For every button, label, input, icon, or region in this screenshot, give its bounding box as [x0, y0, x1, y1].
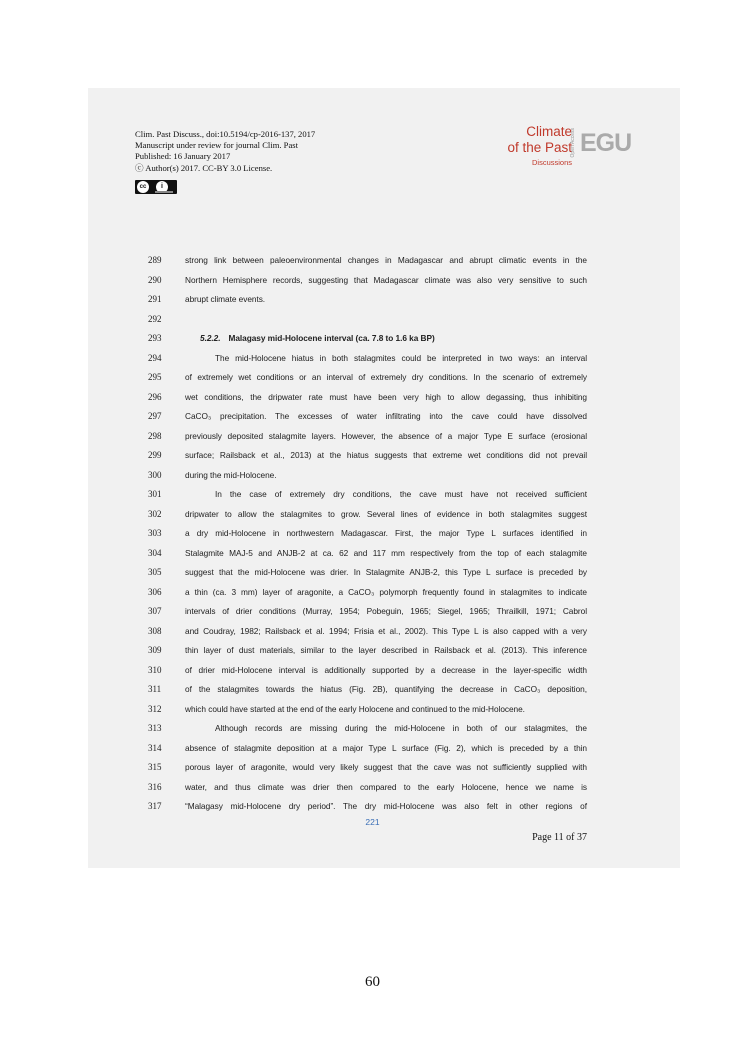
manuscript-line — [0, 759, 745, 779]
line-text: porous layer of aragonite, would very likely suggest that the cave was not sufficiently supplied with — [185, 762, 587, 772]
line-text: Stalagmite MAJ-5 and ANJB-2 at ca. 62 and 117 mm respectively from the top of each stalagmite — [185, 547, 587, 558]
manuscript-line — [0, 291, 745, 311]
line-number: 295 — [148, 372, 162, 382]
line-number: 312 — [148, 703, 162, 714]
line-text: surface; Railsback et al., 2013) at the hiatus suggests that extreme wet conditions did not prevail — [185, 450, 587, 460]
line-number: 315 — [148, 762, 162, 772]
manuscript-line — [0, 798, 745, 818]
line-text: of the stalagmites towards the hiatus (Fig. 2B), quantifying the decrease in CaCO₃ deposition, — [185, 684, 587, 694]
manuscript-line — [0, 252, 745, 272]
line-number: 290 — [148, 274, 162, 285]
line-number: 307 — [148, 606, 162, 616]
manuscript-line — [0, 545, 745, 565]
line-number: 314 — [148, 742, 162, 753]
outer-page-number: 60 — [365, 974, 380, 990]
line-text: strong link between paleoenvironmental changes in Madagascar and abrupt climatic events in the — [185, 255, 587, 265]
line-text: Although records are missing during the mid-Holocene in both of our stalagmites, the — [215, 723, 587, 733]
manuscript-line — [0, 603, 745, 623]
line-number: 304 — [148, 547, 162, 558]
manuscript-line — [0, 623, 745, 643]
line-number: 291 — [148, 294, 162, 304]
line-number: 306 — [148, 586, 162, 597]
manuscript-line — [0, 428, 745, 448]
manuscript-line — [0, 350, 745, 370]
line-number: 296 — [148, 391, 162, 402]
line-number: 309 — [148, 645, 162, 655]
line-text: “Malagasy mid-Holocene dry period”. The dry mid-Holocene was also felt in other regions of — [185, 801, 587, 811]
line-text: In the case of extremely dry conditions, the cave must have not received sufficient — [215, 489, 587, 499]
logo-line-3: Discussions — [531, 158, 572, 167]
published-line: Published: 16 January 2017 — [135, 151, 231, 162]
line-text: and Coudray, 1982; Railsback et al. 1994; Frisia et al., 2002). This Type L is also capped with a very — [185, 625, 587, 636]
line-number: 292 — [148, 313, 162, 324]
cc-by-license-icon: cc i — [135, 180, 177, 194]
line-text: thin layer of dust materials, similar to the layer described in Railsback et al. (2013). This inference — [185, 645, 587, 655]
license-line: ⓒ Author(s) 2017. CC-BY 3.0 License. — [135, 162, 273, 173]
line-text: The mid-Holocene hiatus in both stalagmites could be interpreted in two ways: an interval — [215, 352, 587, 363]
line-number: 301 — [148, 489, 162, 499]
manuscript-line — [0, 740, 745, 760]
line-number: 302 — [148, 508, 162, 519]
manuscript-line — [0, 447, 745, 467]
line-number: 313 — [148, 723, 162, 733]
manuscript-line — [0, 408, 745, 428]
line-text: which could have started at the end of the early Holocene and continued to the mid-Holocene. — [185, 703, 525, 714]
manuscript-line — [0, 525, 745, 545]
line-number: 294 — [148, 352, 162, 363]
line-text: intervals of drier conditions (Murray, 1954; Pobeguin, 1965; Siegel, 1965; Thrailkill, 1971; Cabrol — [185, 606, 587, 616]
line-text: dripwater to allow the stalagmites to grow. Several lines of evidence in both stalagmites suggest — [185, 508, 587, 519]
manuscript-body — [0, 252, 745, 818]
logo-line-2: of the Past — [507, 140, 572, 155]
manuscript-line — [0, 584, 745, 604]
line-number: 299 — [148, 450, 162, 460]
line-number: 316 — [148, 781, 162, 792]
page-of-label: Page 11 of 37 — [532, 832, 587, 843]
citation-header — [135, 129, 315, 174]
line-number: 293 — [148, 333, 162, 343]
manuscript-line — [0, 311, 745, 331]
manuscript-line — [0, 720, 745, 740]
manuscript-line — [0, 330, 745, 350]
manuscript-line — [0, 486, 745, 506]
section-heading — [200, 333, 602, 343]
inner-page-number: 221 — [365, 817, 380, 827]
line-number: 305 — [148, 567, 162, 577]
manuscript-line — [0, 506, 745, 526]
line-text: water, and thus climate was drier then compared to the early Holocene, hence we name is — [185, 781, 587, 792]
manuscript-line — [0, 564, 745, 584]
logo-line-1: Climate — [526, 124, 572, 139]
section-number: 5.2.2. — [200, 333, 221, 343]
line-text: a dry mid-Holocene in northwestern Madagascar. First, the major Type L surfaces identified in — [185, 528, 587, 538]
line-number: 317 — [148, 801, 162, 811]
line-text: a thin (ca. 3 mm) layer of aragonite, a CaCO₃ polymorph frequently found in stalagmites to indicate — [185, 586, 587, 597]
line-text: previously deposited stalagmite layers. However, the absence of a major Type E surface (erosional — [185, 430, 587, 441]
line-text: of drier mid-Holocene interval is additionally supported by a decrease in the layer-specific width — [185, 664, 587, 675]
line-number: 297 — [148, 411, 162, 421]
open-access-label: Open Access — [570, 128, 576, 158]
line-text: Northern Hemisphere records, suggesting that Madagascar climate was also very sensitive to such — [185, 274, 587, 285]
manuscript-line — [0, 642, 745, 662]
manuscript-line — [0, 779, 745, 799]
climate-of-the-past-logo — [500, 124, 650, 174]
manuscript-line — [0, 662, 745, 682]
line-number: 300 — [148, 469, 162, 480]
egu-logo-icon: EGU — [580, 129, 632, 157]
line-text: CaCO₃ precipitation. The excesses of water infiltrating into the cave could have dissolved — [185, 411, 587, 421]
manuscript-line — [0, 681, 745, 701]
review-line: Manuscript under review for journal Clim. Past — [135, 140, 299, 151]
line-text: wet conditions, the dripwater rate must have been very high to allow degassing, thus inhibiting — [185, 391, 587, 402]
line-number: 310 — [148, 664, 162, 675]
line-number: 303 — [148, 528, 162, 538]
line-text: of extremely wet conditions or an interval of extremely dry conditions. In the scenario of extremely — [185, 372, 587, 382]
manuscript-line — [0, 389, 745, 409]
manuscript-line — [0, 272, 745, 292]
line-text: abrupt climate events. — [185, 294, 266, 304]
line-number: 298 — [148, 430, 162, 441]
line-text: suggest that the mid-Holocene was drier. In Stalagmite ANJB-2, this Type L surface is preceded by — [185, 567, 587, 577]
line-text: absence of stalagmite deposition at a major Type L surface (Fig. 2), which is preceded by a thin — [185, 742, 587, 753]
manuscript-line — [0, 369, 745, 389]
citation-line: Clim. Past Discuss., doi:10.5194/cp-2016-137, 2017 — [135, 129, 316, 139]
line-number: 289 — [148, 255, 162, 265]
line-number: 308 — [148, 625, 162, 636]
line-text: during the mid-Holocene. — [185, 469, 277, 480]
manuscript-line — [0, 467, 745, 487]
line-number: 311 — [148, 684, 162, 694]
manuscript-line — [0, 701, 745, 721]
section-title: Malagasy mid-Holocene interval (ca. 7.8 to 1.6 ka BP) — [228, 333, 435, 343]
